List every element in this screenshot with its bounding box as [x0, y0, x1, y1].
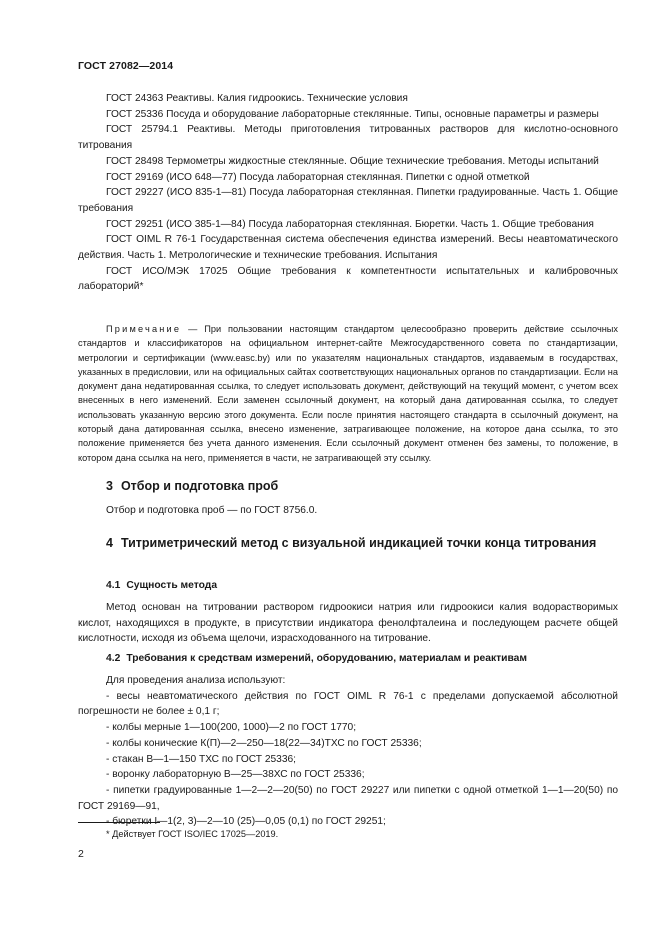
list-item: - стакан В—1—150 ТХС по ГОСТ 25336;: [106, 753, 296, 765]
reference-item: ГОСТ 25794.1 Реактивы. Методы приготовления титрованных растворов для кислотно-основного титрования: [78, 124, 618, 152]
section-4-1-body: [78, 600, 618, 647]
subsection-title: Сущность метода: [126, 580, 218, 591]
note-paragraph: [78, 322, 618, 465]
reference-item: ГОСТ 29169 (ИСО 648—77) Посуда лабораторная стеклянная. Пипетки с одной отметкой: [106, 171, 530, 183]
normative-references: [78, 91, 618, 295]
reference-item: ГОСТ OIML R 76-1 Государственная система обеспечения единства измерений. Весы неавтоматического действия. Часть 1. Метрологические и технические требования. Испытания: [78, 234, 618, 262]
note-label: Примечание: [106, 324, 182, 334]
section-number: 3: [106, 479, 113, 493]
section-4-2-heading: [78, 651, 618, 666]
section-number: 4: [106, 536, 113, 550]
list-item: - колбы мерные 1—100(200, 1000)—2 по ГОСТ 1770;: [106, 722, 357, 734]
subsection-title: Требования к средствам измерений, оборудованию, материалам и реактивам: [126, 653, 528, 664]
paragraph: Метод основан на титровании раствором гидроокиси натрия или гидроокиси калия водорастворимых кислот, находящихся в продукте, в присутствии индикатора фенолфталеина и последующем расчете общей кислотности, исходя из объема щелочи, израсходованного на титрование.: [78, 602, 618, 645]
footnote: [78, 828, 618, 841]
section-4-heading: [78, 535, 618, 552]
page-number: 2: [78, 848, 84, 860]
list-item: - колбы конические К(П)—2—250—18(22—34)ТХС по ГОСТ 25336;: [106, 737, 422, 749]
footnote-text: * Действует ГОСТ ISO/IEC 17025—2019.: [106, 829, 279, 839]
section-3-heading: [78, 478, 618, 495]
list-item: - бюретки I—1(2, 3)—2—10 (25)—0,05 (0,1) по ГОСТ 29251;: [106, 816, 386, 828]
paragraph: Отбор и подготовка проб — по ГОСТ 8756.0.: [106, 505, 318, 516]
list-item: - пипетки градуированные 1—2—2—20(50) по ГОСТ 29227 или пипетки с одной отметкой 1—1—20(50) по ГОСТ 29169—91,: [78, 784, 618, 812]
note-text: — При пользовании настоящим стандартом целесообразно проверить действие ссылочных стандартов и классификаторов на официальном интернет-сайте Межгосударственного совета по стандартизации, метрологии и сертификации (www.easc.by) или по указателям национальных стандартов, издаваемым в государствах, указанных в предисловии, или на официальных сайтах соответствующих национальных органов по стандартизации. Если на документ дана недатированная ссылка, то следует использовать документ, действующий на текущий момент, с учетом всех внесенных в него изменений. Если заменен ссылочный документ, на который дана датированная ссылка, то следует использовать указанную версию этого документа. Если после принятия настоящего стандарта в ссылочный документ, на который дана датированная ссылка, внесено изменение, затрагивающее положение, на которое дана ссылка, то это положение применяется без учета данного изменения. Если ссылочный документ отменен без замены, то положение, в котором дана ссылка на него, применяется в части, не затрагивающей эту ссылку.: [78, 324, 618, 463]
reference-item: ГОСТ 25336 Посуда и оборудование лабораторные стеклянные. Типы, основные параметры и размеры: [106, 108, 599, 120]
section-title: Титриметрический метод с визуальной индикацией точки конца титрования: [120, 536, 597, 550]
reference-item: ГОСТ ИСО/МЭК 17025 Общие требования к компетентности испытательных и калибровочных лабораторий*: [78, 265, 618, 293]
footnote-divider: [78, 822, 160, 823]
reference-item: ГОСТ 29251 (ИСО 385-1—84) Посуда лабораторная стеклянная. Бюретки. Часть 1. Общие требования: [106, 218, 594, 230]
section-3-body: [78, 503, 618, 519]
list-item: - воронку лабораторную В—25—38ХС по ГОСТ 25336;: [106, 769, 365, 781]
running-header: ГОСТ 27082—2014: [78, 60, 174, 72]
list-intro: Для проведения анализа используют:: [106, 675, 286, 686]
reference-item: ГОСТ 29227 (ИСО 835-1—81) Посуда лабораторная стеклянная. Пипетки градуированные. Часть 1. Общие требования: [78, 187, 618, 214]
subsection-number: 4.2: [106, 653, 121, 664]
reference-item: ГОСТ 24363 Реактивы. Калия гидроокись. Технические условия: [106, 93, 408, 104]
section-title: Отбор и подготовка проб: [120, 479, 279, 493]
note-block: [78, 322, 618, 465]
subsection-number: 4.1: [106, 580, 121, 591]
section-4-1-heading: [78, 578, 618, 593]
section-4-2-body: [78, 673, 618, 830]
list-item: - весы неавтоматического действия по ГОСТ OIML R 76-1 с пределами допускаемой абсолютной погрешности не более ± 0,1 г;: [78, 690, 618, 718]
reference-item: ГОСТ 28498 Термометры жидкостные стеклянные. Общие технические требования. Методы испытаний: [106, 155, 599, 167]
